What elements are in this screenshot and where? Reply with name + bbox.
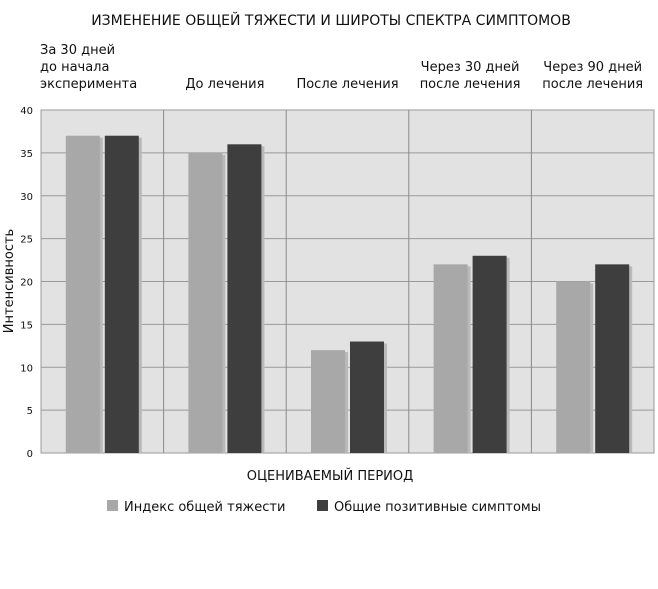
y-axis-ticks	[20, 106, 33, 460]
category-label-line: За 30 дней	[40, 43, 116, 58]
y-tick-label: 40	[20, 106, 33, 117]
y-tick-label: 20	[20, 277, 33, 289]
y-tick-label: 10	[20, 363, 33, 375]
category-label-line: После лечения	[296, 77, 399, 92]
y-tick-label: 30	[20, 191, 33, 203]
legend-label-positive: Общие позитивные симптомы	[334, 500, 541, 515]
category-label-line: До лечения	[185, 77, 265, 92]
category-label	[542, 60, 643, 92]
bar-positive-1	[227, 144, 261, 453]
category-label-line: эксперимента	[40, 77, 138, 92]
bar-severity-1	[188, 153, 222, 453]
bar-positive-3	[473, 256, 507, 453]
category-label-line: Через 30 дней	[420, 60, 520, 75]
legend-label-severity: Индекс общей тяжести	[124, 500, 286, 515]
chart-title: ИЗМЕНЕНИЕ ОБЩЕЙ ТЯЖЕСТИ И ШИРОТЫ СПЕКТРА СИМПТОМОВ	[91, 13, 571, 29]
bar-positive-0	[105, 136, 139, 453]
legend	[107, 500, 541, 515]
bar-severity-0	[66, 136, 100, 453]
category-label	[185, 77, 264, 92]
category-label-line: Через 90 дней	[543, 60, 643, 75]
category-label-line: после лечения	[419, 77, 521, 92]
y-tick-label: 35	[20, 148, 33, 160]
bar-severity-4	[556, 282, 590, 454]
x-axis-title: ОЦЕНИВАЕМЫЙ ПЕРИОД	[246, 469, 414, 484]
y-tick-label: 15	[20, 320, 33, 332]
category-label	[296, 77, 398, 92]
bar-positive-4	[595, 264, 629, 453]
y-axis-title: Интенсивность	[2, 228, 17, 334]
y-tick-label: 0	[26, 449, 33, 460]
category-labels	[40, 43, 643, 92]
bar-severity-2	[311, 350, 345, 453]
category-label	[40, 43, 137, 92]
category-label-line: после лечения	[542, 77, 644, 92]
legend-swatch-severity	[107, 500, 118, 511]
category-label	[420, 60, 521, 92]
bar-positive-2	[350, 342, 384, 453]
y-tick-label: 25	[20, 234, 33, 246]
y-tick-label: 5	[26, 406, 33, 418]
legend-swatch-positive	[317, 500, 328, 511]
category-label-line: до начала	[40, 60, 110, 75]
bar-severity-3	[434, 264, 468, 453]
